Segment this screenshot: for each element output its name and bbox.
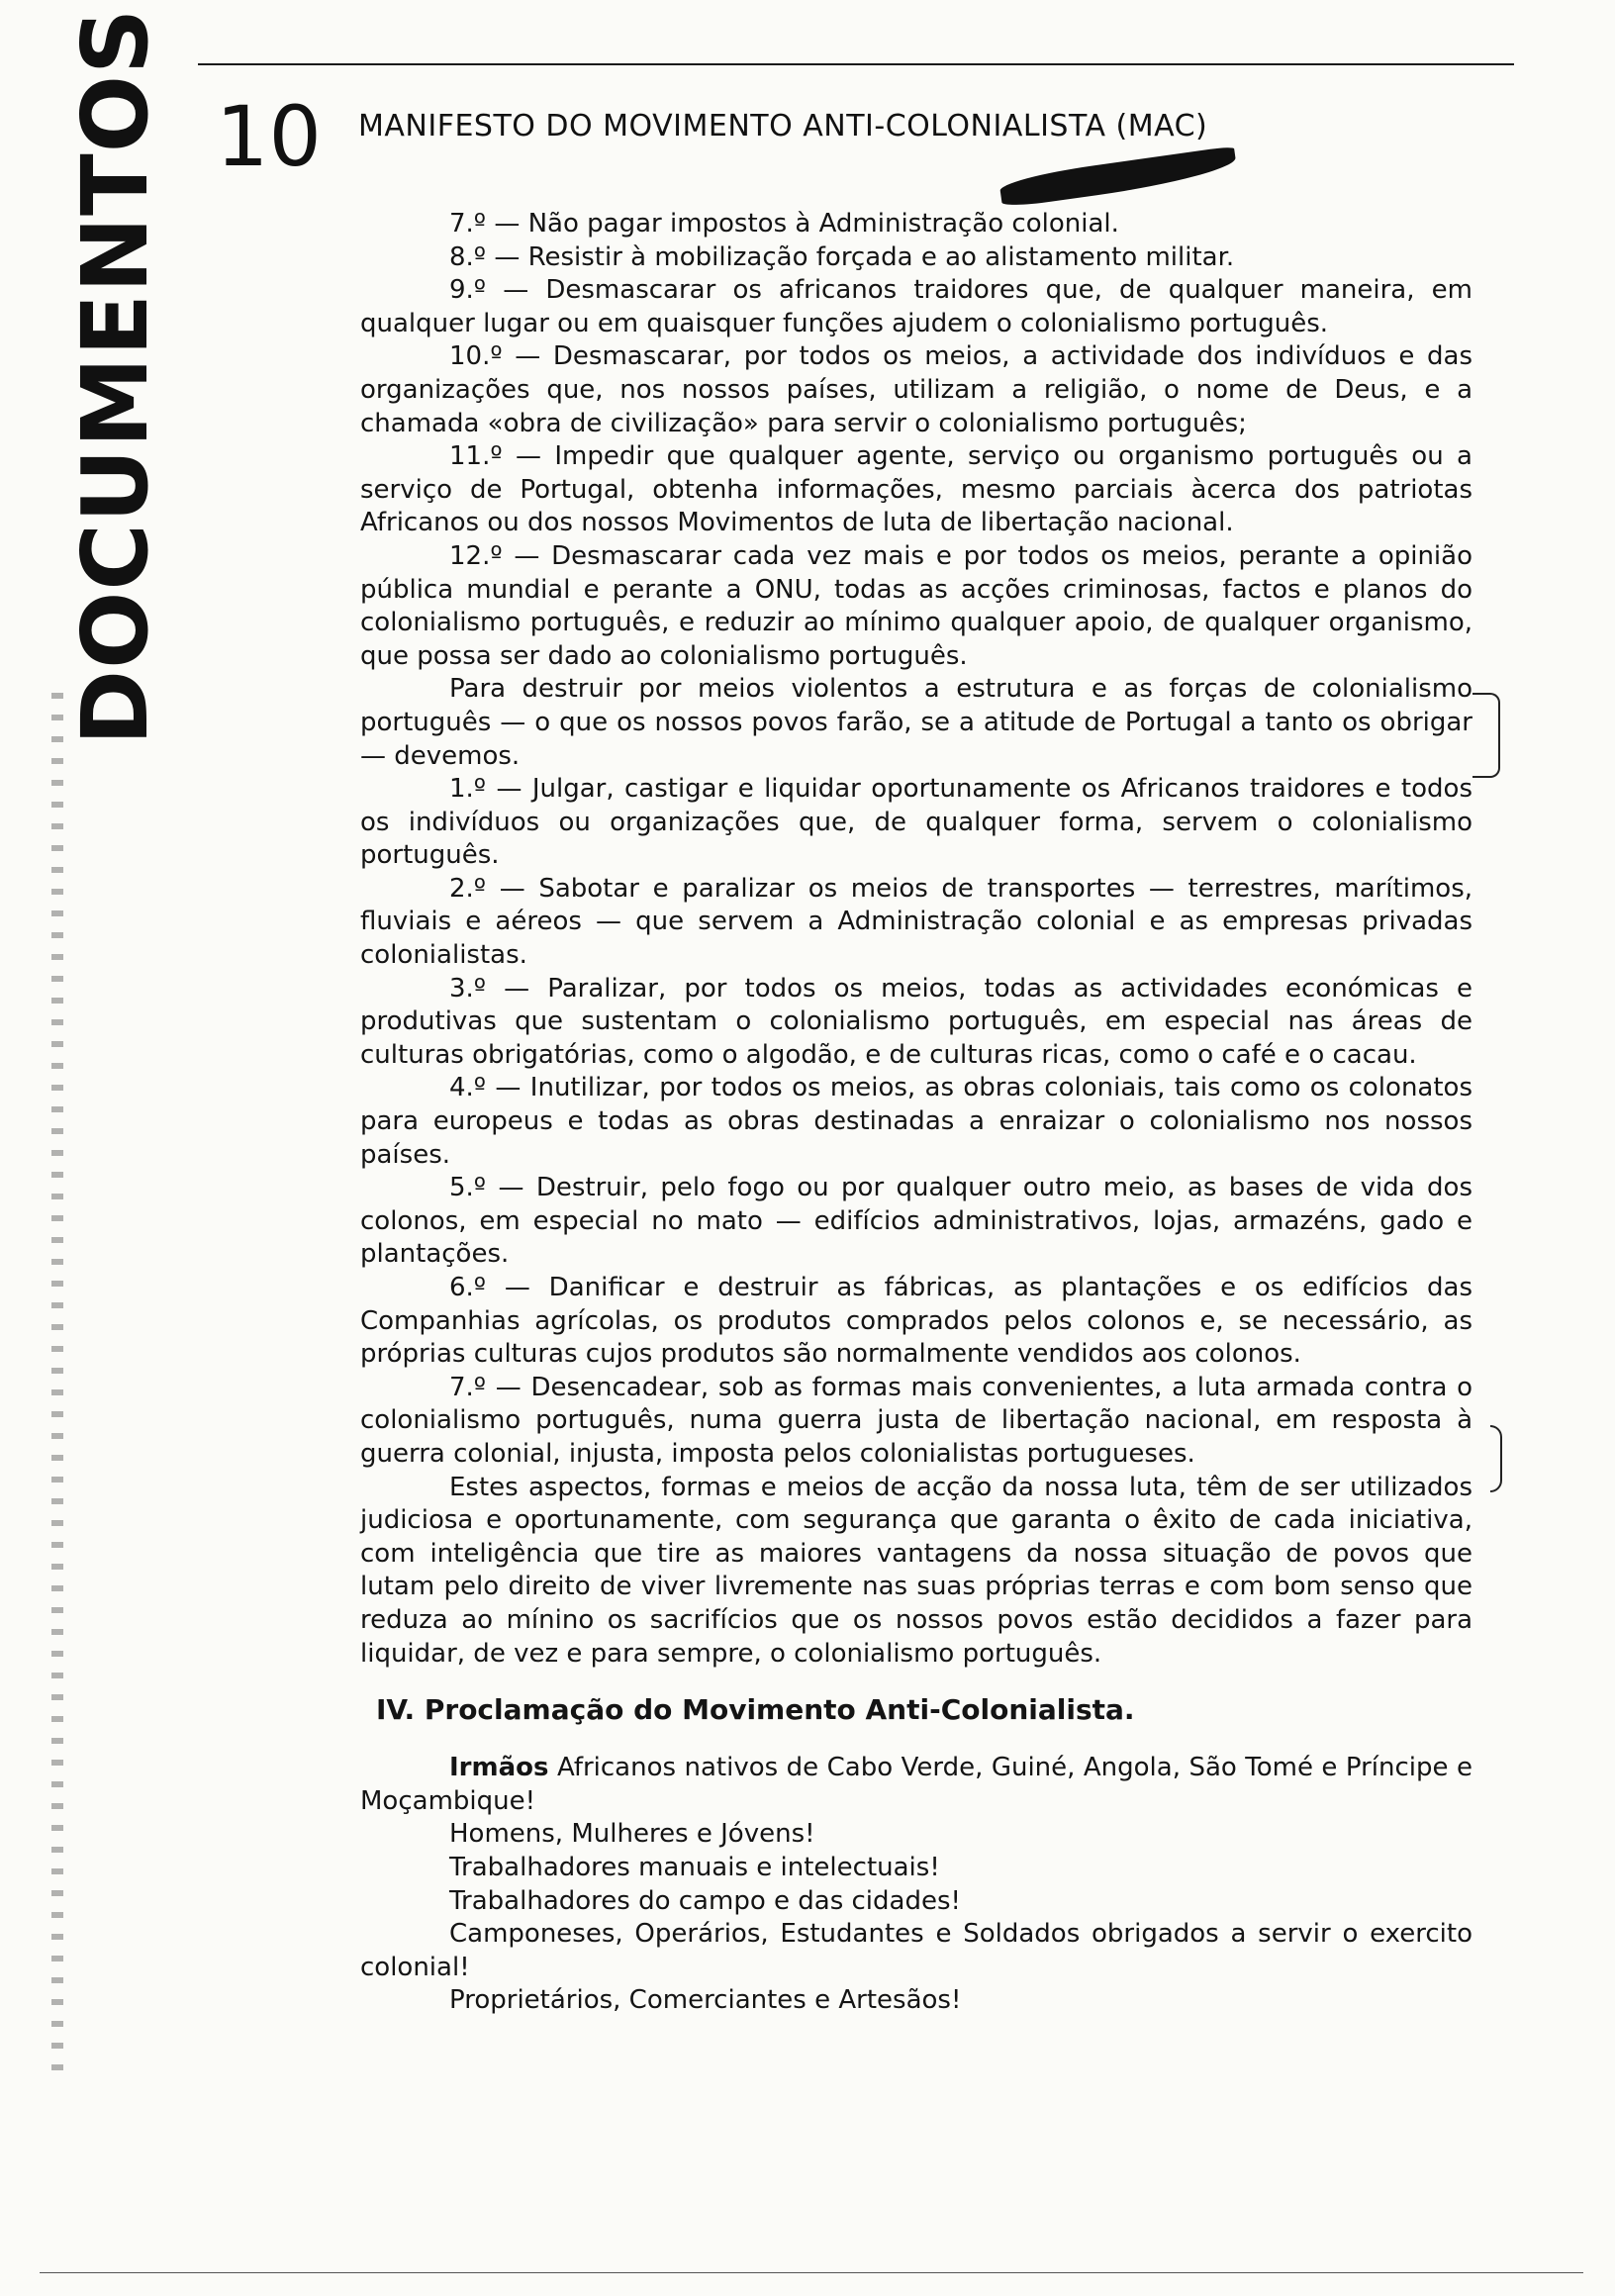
margin-bracket [1490, 1425, 1502, 1492]
paragraph: 2.º — Sabotar e paralizar os meios de transportes — terrestres, marítimos, fluviais e aéreos — que servem a Administração colonial e as empresas privadas colonialistas. [360, 873, 1472, 971]
proclamation-line: Camponeses, Operários, Estudantes e Soldados obrigados a servir o exercito colonial! [360, 1919, 1472, 1982]
paragraph: 6.º — Danificar e destruir as fábricas, as plantações e os edifícios das Companhias agrícolas, os produtos comprados pelos colonos e, se necessário, as próprias culturas cujos produtos são normalmente vendidos aos colonos. [360, 1273, 1472, 1370]
page-number: 10 [216, 88, 322, 185]
paragraph: 11.º — Impedir que qualquer agente, serviço ou organismo português ou a serviço de Portugal, obtenha informações, mesmo parciais àcerca dos patriotas Africanos ou dos nossos Movimentos de luta de libertação nacional. [360, 441, 1472, 538]
paragraph: 5.º — Destruir, pelo fogo ou por qualquer outro meio, as bases de vida dos colonos, em especial no mato — edifícios administrativos, lojas, armazéns, gado e plantações. [360, 1173, 1472, 1270]
paragraph: 3.º — Paralizar, por todos os meios, todas as actividades económicas e produtivas que sustentam o colonialismo português, em especial nas áreas de culturas obrigatórias, como o algodão, e de culturas ricas, como o café e o cacau. [360, 973, 1472, 1070]
running-title: MANIFESTO DO MOVIMENTO ANTI-COLONIALISTA (MAC) [358, 109, 1208, 144]
paragraph: 4.º — Inutilizar, por todos os meios, as obras coloniais, tais como os colonatos para europeus e todas as obras destinadas a enraizar o colonialismo nos nossos países. [360, 1073, 1472, 1170]
header-rule [198, 63, 1514, 65]
proclamation-line: Trabalhadores do campo e das cidades! [449, 1885, 961, 1916]
paragraph: 8.º — Resistir à mobilização forçada e ao alistamento militar. [449, 241, 1235, 272]
proclamation-line: Proprietários, Comerciantes e Artesãos! [449, 1985, 962, 2016]
paragraph: 10.º — Desmascarar, por todos os meios, a actividade dos indivíduos e das organizações que, nos nossos países, utilizam a religião, o nome de Deus, e a chamada «obra de civilização» para servir o colonialismo português; [360, 341, 1472, 438]
footer-rule [40, 2272, 1583, 2273]
paragraph: 7.º — Não pagar impostos à Administração colonial. [449, 209, 1119, 239]
ink-blot [998, 145, 1238, 208]
margin-bracket [1472, 693, 1500, 778]
proclamation-lead-text: Africanos nativos de Cabo Verde, Guiné, Angola, São Tomé e Príncipe e Moçambique! [360, 1753, 1472, 1816]
margin-section-label [62, 7, 169, 745]
proclamation-line: Trabalhadores manuais e intelectuais! [449, 1852, 940, 1882]
proclamation-lead [360, 1752, 1472, 1818]
section-heading: IV. Proclamação do Movimento Anti-Colonialista. [376, 1693, 1135, 1727]
paragraph: Estes aspectos, formas e meios de acção da nossa luta, têm de ser utilizados judiciosa e oportunamente, com segurança que garanta o êxito de cada iniciativa, com inteligência que tire as maiores vantagens da nossa situação de povos que lutam pelo direito de viver livremente nas suas próprias terras e com bom senso que reduza ao mínino os sacrifícios que os nossos povos estão decididos a fazer para liquidar, de vez e para sempre, o colonialismo português. [360, 1472, 1472, 1669]
binding-margin-speckle [51, 693, 63, 2078]
paragraph: 1.º — Julgar, castigar e liquidar oportunamente os Africanos traidores e todos os indivíduos ou organizações que, de qualquer forma, servem o colonialismo português. [360, 774, 1472, 871]
paragraph: 12.º — Desmascarar cada vez mais e por todos os meios, perante a opinião pública mundial e perante a ONU, todas as acções criminosas, factos e planos do colonialismo português, e reduzir ao mínimo qualquer apoio, de qualquer organismo, que possa ser dado ao colonialismo português. [360, 540, 1472, 671]
paragraph: 9.º — Desmascarar os africanos traidores que, de qualquer maneira, em qualquer lugar ou em quaisquer funções ajudem o colonialismo português. [360, 275, 1472, 338]
proclamation-line: Homens, Mulheres e Jóvens! [449, 1819, 815, 1850]
paragraph: 7.º — Desencadear, sob as formas mais convenientes, a luta armada contra o colonialismo português, numa guerra justa de libertação nacional, em resposta à guerra colonial, injusta, imposta pelos colonialistas portugueses. [360, 1372, 1472, 1469]
proclamation-lead-word: Irmãos [449, 1753, 549, 1783]
paragraph: Para destruir por meios violentos a estrutura e as forças de colonialismo português — o que os nossos povos farão, se a atitude de Portugal a tanto os obrigar — devemos. [360, 674, 1472, 771]
margin-label-text: DOCUMENTOS [62, 7, 169, 745]
body-text [360, 208, 1472, 2018]
